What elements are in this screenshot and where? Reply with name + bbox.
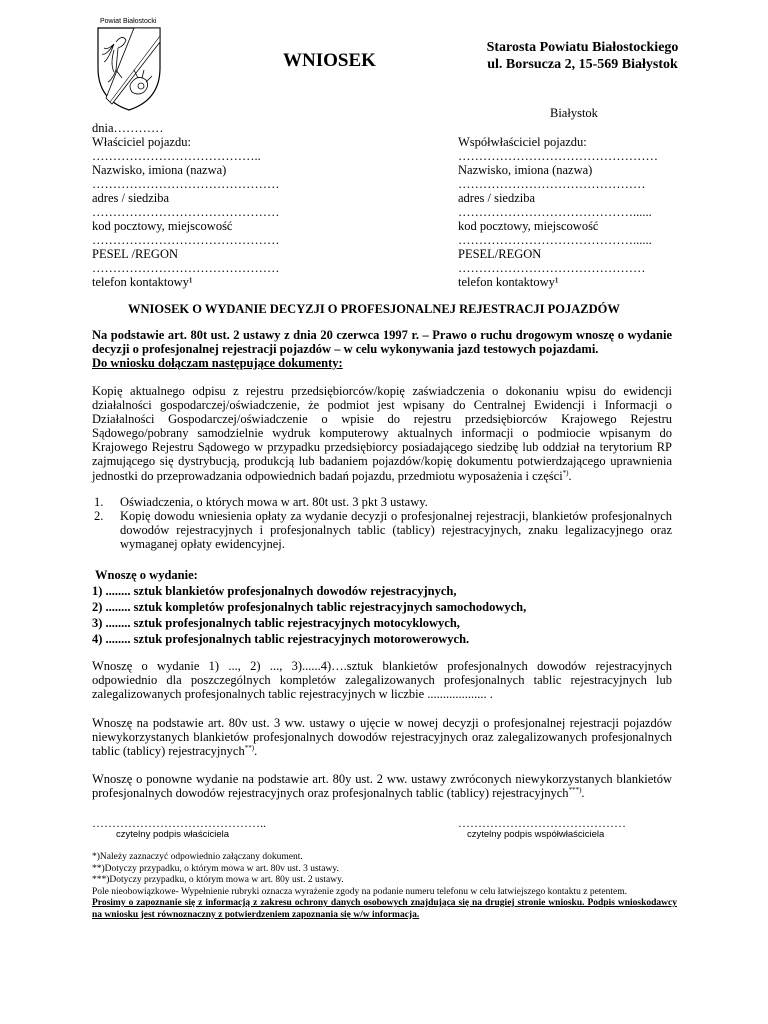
reissue-text: Wnoszę o ponowne wydanie na podstawie art. 80y ust. 2 ww. ustawy zwróconych niewykorzystanych blankietów profesjonalnych dowodów rejestracyjnych oraz profesjonalnych tablic (tablicy) rejestracyjnych [92, 772, 672, 800]
request-item[interactable]: 1) ........ sztuk blankietów profesjonalnych dowodów rejestracyjnych, [92, 584, 457, 598]
footnote-2: **)Dotyczy przypadku, o którym mowa w art. 80v ust. 3 ustawy. [92, 863, 339, 874]
owner-postal-label: kod pocztowy, miejscowość [92, 219, 233, 233]
attachment-item [92, 509, 672, 551]
coowner-signature-label: czytelny podpis współwłaściciela [467, 829, 605, 840]
authority-street: ul. Borsucza 2, 15-569 Białystok [487, 57, 678, 72]
authority-address [475, 39, 690, 73]
owner-section [92, 135, 322, 289]
coowner-dots-4[interactable]: ……………………………………...... [458, 233, 652, 247]
coowner-dots-2[interactable]: ……………………………………… [458, 177, 646, 191]
attachment-list [92, 495, 672, 551]
owner-signature-label: czytelny podpis właściciela [116, 829, 229, 840]
attachment-item-number: 1. [94, 494, 104, 509]
footnote-1: *)Należy zaznaczyć odpowiednio załączany dokument. [92, 852, 303, 862]
attachment-item-text: Kopię dowodu wniesienia opłaty za wydanie decyzji o profesjonalnej rejestracji, blankietów profesjonalnych dowodów rejestracyjnych i profesjonalnych tablic (tablicy) rejestracyjnych, znaku legalizacyjnego oraz wymaganej opłaty ewidencyjnej. [120, 508, 672, 551]
owner-dots-5[interactable]: ……………………………………… [92, 261, 280, 275]
coowner-phone-label: telefon kontaktowy¹ [458, 275, 559, 289]
owner-pesel-label: PESEL /REGON [92, 247, 178, 261]
reuse-text: Wnoszę na podstawie art. 80v ust. 3 ww. ustawy o ujęcie w nowej decyzji o profesjonalnej rejestracji pojazdów niewykorzystanych blankietów profesjonalnych dowodów rejestracyjnych oraz zalegalizowanych profesjonalnych tablic (tablicy) rejestracyjnych [92, 716, 672, 758]
intro-text: Na podstawie art. 80t ust. 2 ustawy z dnia 20 czerwca 1997 r. – Prawo o ruchu drogowym wnoszę o wydanie decyzji o profesjonalnej rejestracji pojazdów – w celu wykonywania jazd testowych pojazdami. [92, 328, 672, 356]
coowner-dots-1[interactable]: ………………………………………… [458, 149, 658, 163]
coowner-signature-line[interactable]: …………………………………… [458, 816, 626, 830]
footnote-phone: Pole nieobowiązkowe- Wypełnienie rubryki oznacza wyrażenie zgody na podanie numeru telefonu w celu łatwiejszego kontaktu z petentem. [92, 886, 628, 897]
authority-name: Starosta Powiatu Białostockiego [486, 40, 679, 55]
county-crest-icon [94, 20, 164, 110]
request-list [92, 567, 526, 647]
owner-dots-1[interactable]: ………………………………….. [92, 149, 261, 163]
reuse-paragraph: Wnoszę na podstawie art. 80v ust. 3 ww. ustawy o ujęcie w nowej decyzji o profesjonalnej rejestracji pojazdów niewykorzystanych blankietów profesjonalnych dowodów rejestracyjnych oraz zalegalizowanych profesjonalnych tablic (tablicy) rejestracyjnych**). [92, 716, 672, 758]
reissue-paragraph: Wnoszę o ponowne wydanie na podstawie art. 80y ust. 2 ww. ustawy zwróconych niewykorzystanych blankietów profesjonalnych dowodów rejestracyjnych oraz profesjonalnych tablic (tablicy) rejestracyjnych***). [92, 772, 672, 800]
coowner-postal-label: kod pocztowy, miejscowość [458, 219, 599, 233]
place-label: Białystok [550, 106, 598, 120]
attachment-item-number: 2. [94, 508, 104, 523]
coowner-name-label: Nazwisko, imiona (nazwa) [458, 163, 593, 177]
coowner-address-label: adres / siedziba [458, 191, 536, 205]
request-item[interactable]: 2) ........ sztuk kompletów profesjonalnych tablic rejestracyjnych samochodowych, [92, 600, 527, 614]
coowner-title: Współwłaściciel pojazdu: [458, 135, 587, 149]
attachments-block [92, 384, 672, 551]
coowner-dots-5[interactable]: ……………………………………… [458, 261, 646, 275]
coowner-pesel-label: PESEL/REGON [458, 247, 542, 261]
footnote-ref-2: **) [244, 743, 255, 752]
intro-paragraph [92, 328, 672, 370]
date-field[interactable]: dnia………… [92, 121, 164, 135]
owner-dots-4[interactable]: ……………………………………… [92, 233, 280, 247]
form-title: WNIOSEK [283, 50, 376, 71]
footnote-ref-1: *) [562, 468, 569, 477]
blank-count-paragraph: Wnoszę o wydanie 1) ..., 2) ..., 3)......4)….sztuk blankietów profesjonalnych dowodów rejestracyjnych odpowiednio dla poszczególnych kompletów zalegalizowanych profesjonalnych tablic rejestracyjnych lub zalegalizowanych profesjonalnych tablic rejestracyjnych w liczbie ................... . [92, 659, 672, 701]
owner-address-label: adres / siedziba [92, 191, 170, 205]
attachment-main-text: Kopię aktualnego odpisu z rejestru przedsiębiorców/kopię zaświadczenia o dokonaniu wpisu do ewidencji działalności gospodarczej/oświadczenie, że podmiot jest wpisany do Centralnej Ewidencji i Informacji o Działalności Gospodarczej/oświadczenie o wpisie do rejestru przedsiębiorców Krajowego Rejestru Sądowego/pobrany samodzielnie wydruk komputerowy aktualnych informacji o podmiocie wpisanym do Krajowego Rejestru Sądowego w przypadku przedsiębiorcy posiadającego siedzibę lub oddział na terytorium RP zajmującego się dystrybucją, produkcją lub badaniem pojazdów/kopię dokumentu potwierdzającego uprawnienia jednostki do przeprowadzania odpowiednich badań pojazdu, przedmiotu wyposażenia i części [92, 384, 672, 483]
owner-dots-3[interactable]: ……………………………………… [92, 205, 280, 219]
request-heading: WNIOSEK O WYDANIE DECYZJI O PROFESJONALNEJ REJESTRACJI POJAZDÓW [128, 302, 620, 316]
request-list-heading: Wnoszę o wydanie: [95, 568, 198, 582]
footnote-3: ***)Dotyczy przypadku, o którym mowa w art. 80y ust. 2 ustawy. [92, 875, 344, 885]
owner-name-label: Nazwisko, imiona (nazwa) [92, 163, 227, 177]
owner-dots-2[interactable]: ……………………………………… [92, 177, 280, 191]
attachments-heading: Do wniosku dołączam następujące dokumenty: [92, 356, 343, 370]
footnote-ref-3: ***) [568, 785, 582, 794]
coowner-section [458, 135, 688, 289]
request-item[interactable]: 3) ........ sztuk profesjonalnych tablic rejestracyjnych motocyklowych, [92, 616, 460, 630]
attachment-item [92, 495, 672, 509]
owner-phone-label: telefon kontaktowy¹ [92, 275, 193, 289]
crest-label: Powiat Białostocki [100, 18, 157, 25]
attachment-item-text: Oświadczenia, o których mowa w art. 80t ust. 3 pkt 3 ustawy. [120, 494, 428, 509]
owner-signature-line[interactable]: …………………………………….. [92, 816, 266, 830]
attachment-main-paragraph: Kopię aktualnego odpisu z rejestru przedsiębiorców/kopię zaświadczenia o dokonaniu wpisu do ewidencji działalności gospodarczej/oświadczenie, że podmiot jest wpisany do Centralnej Ewidencji i Informacji o Działalności Gospodarczej/oświadczenie o wpisie do rejestru przedsiębiorców Krajowego Rejestru Sądowego/pobrany samodzielnie wydruk komputerowy aktualnych informacji o podmiocie wpisanym do Krajowego Rejestru Sądowego w przypadku przedsiębiorcy posiadającego siedzibę lub oddział na terytorium RP zajmującego się dystrybucją, produkcją lub badaniem pojazdów/kopię dokumentu potwierdzającego uprawnienia jednostki do przeprowadzania odpowiednich badań pojazdu, przedmiotu wyposażenia i części*). [92, 384, 672, 483]
privacy-notice: Prosimy o zapoznanie się z informacją z zakresu ochrony danych osobowych znajdująca się na drugiej stronie wniosku. Podpis wnioskodawcy na wniosku jest równoznaczny z potwierdzeniem zapoznania się w/w informacja. [92, 898, 677, 920]
footnotes [92, 852, 677, 921]
coowner-dots-3[interactable]: ……………………………………...... [458, 205, 652, 219]
request-item[interactable]: 4) ........ sztuk profesjonalnych tablic rejestracyjnych motorowerowych. [92, 632, 470, 646]
owner-title: Właściciel pojazdu: [92, 135, 191, 149]
